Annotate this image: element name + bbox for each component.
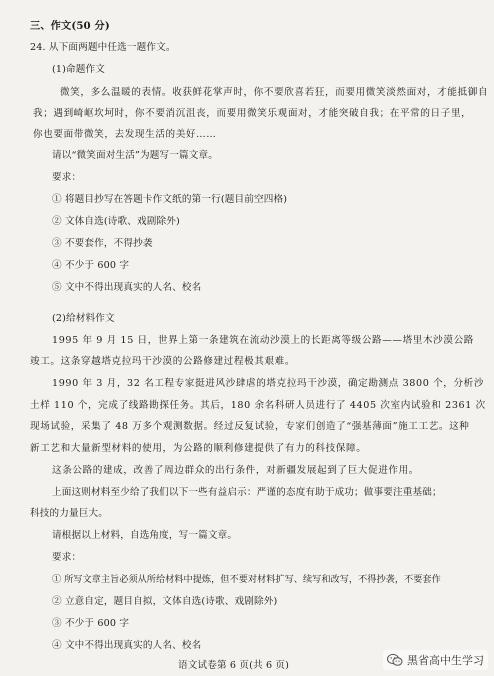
part2-passage-line: 上面这则材料至少给了我们以下一些有益启示：严谨的态度有助于成功；做事要注重基础； xyxy=(52,487,442,498)
part2-heading: (2)给材料作文 xyxy=(52,313,115,324)
watermark-text: 黑省高中生学习 xyxy=(407,654,484,667)
page-footer: 语文试卷第 6 页(共 6 页) xyxy=(178,660,290,671)
part2-passage-line: 现场试验，采集了 48 万多个观测数据。经过反复试验，专家们创造了“强基薄面”施工工艺。这种 xyxy=(30,421,470,432)
part1-instruction: 请以“微笑面对生活”为题写一篇文章。 xyxy=(52,150,219,161)
part2-requirement: ② 立意自定，题目自拟，文体自选(诗歌、戏剧除外) xyxy=(52,596,278,607)
question-prompt: 24. 从下面两题中任选一题作文。 xyxy=(30,42,176,53)
part2-requirement: ① 所写文章主旨必须从所给材料中提炼，但不要对材料扩写、续写和改写，不得抄袭，不要套作 xyxy=(52,574,441,585)
part1-passage-line: 我；遇到崎岖坎坷时，你不要消沉沮丧，而要用微笑乐观面对，才能突破自我；在平常的日子里， xyxy=(33,108,472,119)
part1-heading: (1)命题作文 xyxy=(52,64,106,75)
part1-requirement: ④ 不少于 600 字 xyxy=(52,260,130,271)
part2-passage-line: 土样 110 个，完成了线路勘探任务。其后，180 余名科研人员进行了 4405 次室内试验和 2361 次 xyxy=(30,400,486,411)
watermark xyxy=(383,650,488,670)
section-title: 三、作文(50 分) xyxy=(30,20,110,32)
part1-passage-line: 你也要面带微笑，去发现生活的美好…… xyxy=(33,129,217,140)
part2-passage-line: 1995 年 9 月 15 日，世界上第一条建筑在流动沙漠上的长距离等级公路——塔里木沙漠公路 xyxy=(52,335,474,346)
part2-passage-line: 竣工。这条穿越塔克拉玛干沙漠的公路修建过程极其艰难。 xyxy=(30,356,296,367)
part2-passage-line: 1990 年 3 月，32 名工程专家挺进风沙肆虐的塔克拉玛干沙漠，确定勘测点 3800 个，分析沙 xyxy=(52,378,485,389)
part2-instruction: 请根据以上材料，自选角度，写一篇文章。 xyxy=(52,530,238,541)
part1-requirement: ③ 不要套作，不得抄袭 xyxy=(52,238,153,249)
part2-passage-line: 新工艺和大量新型材料的使用，为公路的顺利修建提供了有力的科技保障。 xyxy=(30,443,367,454)
part2-requirements-label: 要求： xyxy=(52,552,82,563)
part1-requirements-label: 要求： xyxy=(52,172,82,183)
part2-requirement: ③ 不少于 600 字 xyxy=(52,618,130,629)
part2-requirement: ④ 文中不得出现真实的人名、校名 xyxy=(52,640,202,651)
part1-requirement: ② 文体自选(诗歌、戏剧除外) xyxy=(52,216,180,227)
wechat-icon xyxy=(387,653,403,667)
part1-requirement: ① 将题目抄写在答题卡作文纸的第一行(题目前空四格) xyxy=(52,194,288,205)
part2-passage-line: 这条公路的建成，改善了周边群众的出行条件，对新疆发展起到了巨大促进作用。 xyxy=(52,465,419,476)
part1-passage-line: 微笑，多么温暖的表情。收获鲜花掌声时，你不要欣喜若狂，而要用微笑淡然面对，才能抵御自 xyxy=(60,87,489,98)
part2-passage-line: 科技的力量巨大。 xyxy=(30,508,108,519)
part1-requirement: ⑤ 文中不得出现真实的人名、校名 xyxy=(52,282,202,293)
